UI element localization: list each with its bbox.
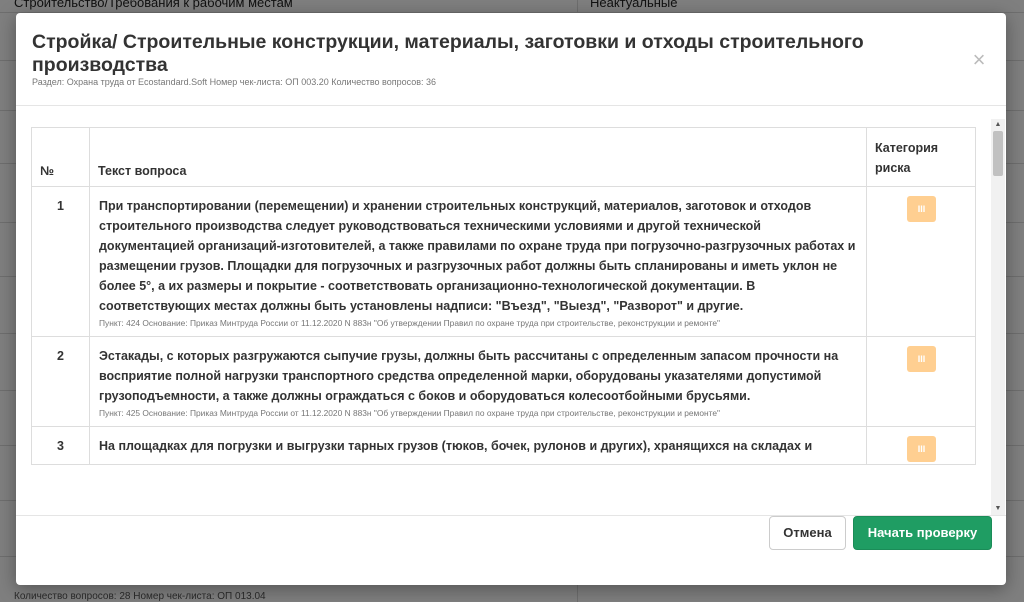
- question-basis: Пункт: 425 Основание: Приказ Минтруда России от 11.12.2020 N 883н "Об утверждении Правил по охране труда при строительстве, реконструкции и ремонте": [99, 408, 720, 418]
- question-number: 1: [32, 187, 90, 337]
- risk-badge: III: [907, 436, 936, 462]
- table-row: [32, 427, 976, 465]
- question-cell: [90, 187, 867, 337]
- question-basis: Пункт: 424 Основание: Приказ Минтруда России от 11.12.2020 N 883н "Об утверждении Правил по охране труда при строительстве, реконструкции и ремонте": [99, 318, 720, 328]
- scrollbar-thumb[interactable]: [993, 131, 1003, 176]
- question-cell: [90, 337, 867, 427]
- risk-cell: [867, 427, 976, 465]
- question-text: На площадках для погрузки и выгрузки тарных грузов (тюков, бочек, рулонов и других), хранящихся на складах и: [99, 439, 813, 453]
- risk-cell: [867, 337, 976, 427]
- table-row: [32, 187, 976, 337]
- risk-badge: III: [907, 346, 936, 372]
- table-header-row: [32, 128, 976, 187]
- question-number: 2: [32, 337, 90, 427]
- questions-table-wrap: [31, 127, 975, 465]
- scroll-up-arrow-icon[interactable]: ▲: [994, 121, 1002, 128]
- scroll-down-arrow-icon[interactable]: ▼: [994, 505, 1002, 512]
- questions-table: [31, 127, 976, 465]
- header-risk-category: Категория риска: [867, 128, 976, 187]
- start-check-button[interactable]: Начать проверку: [853, 516, 992, 550]
- question-text: При транспортировании (перемещении) и хранении строительных конструкций, материалов, заготовок и отходов строительного производства следует руководствоваться техническими условиями и другой технической документацией организаций-изготовителей, а также правилами по охране труда при погрузочно-разгрузочных работах и размещении грузов. Площадки для погрузочных и разгрузочных работ должны быть спланированы и иметь уклон не более 5°, а их размеры и покрытие - соответствовать организационно-технологической документации. В соответствующих местах должны быть установлены надписи: "Въезд", "Выезд", "Разворот" и другие.: [99, 199, 856, 313]
- risk-cell: [867, 187, 976, 337]
- table-row: [32, 337, 976, 427]
- question-number: 3: [32, 427, 90, 465]
- risk-badge: III: [907, 196, 936, 222]
- question-cell: [90, 427, 867, 465]
- vertical-scrollbar[interactable]: [991, 119, 1005, 515]
- question-text: Эстакады, с которых разгружаются сыпучие грузы, должны быть рассчитаны с определенным запасом прочности на восприятие полной нагрузки транспортного средства определенной марки, оборудованы указателями допустимой грузоподъемности, а также должны ограждаться с боков и оборудоваться колесоотбойными брусьями.: [99, 349, 839, 403]
- modal-body[interactable]: [16, 107, 1006, 515]
- cancel-button[interactable]: Отмена: [769, 516, 846, 550]
- header-question-text: Текст вопроса: [90, 128, 867, 187]
- close-icon[interactable]: ×: [972, 47, 986, 72]
- modal-header: [16, 13, 1006, 106]
- modal-title: Стройка/ Строительные конструкции, материалы, заготовки и отходы строительного производства: [32, 31, 864, 76]
- header-number: №: [32, 128, 90, 187]
- modal-subtitle: Раздел: Охрана труда от Ecostandard.Soft Номер чек-листа: ОП 003.20 Количество вопросов: 36: [32, 77, 437, 87]
- checklist-modal: [16, 13, 1006, 585]
